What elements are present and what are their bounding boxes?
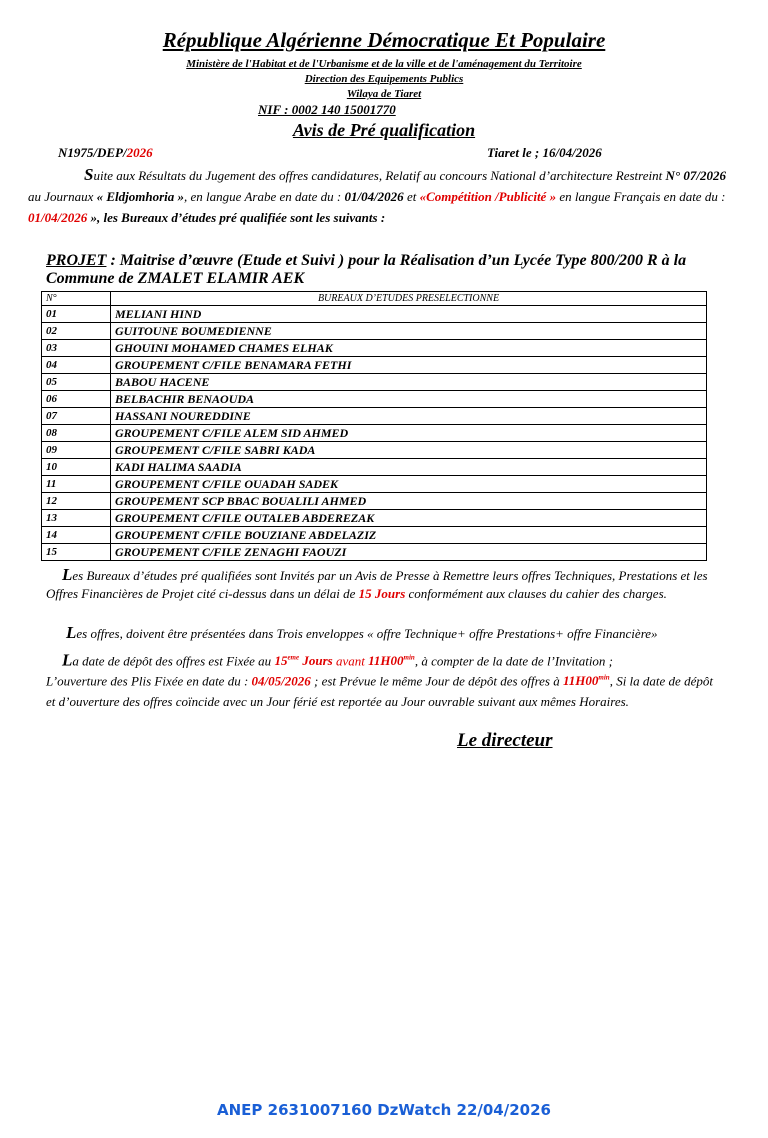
office-name: GROUPEMENT C/FILE OUTALEB ABDEREZAK: [111, 510, 707, 527]
project-label: PROJET: [46, 252, 107, 269]
row-number: 10: [42, 459, 111, 476]
row-number: 05: [42, 374, 111, 391]
reference-prefix: N1975/DEP/: [58, 145, 127, 160]
concours-number: N° 07/2026: [665, 168, 726, 183]
envelopes-paragraph: [66, 622, 726, 644]
table-row: [42, 527, 707, 544]
envelopes-text: es offres, doivent être présentées dans Trois enveloppes « offre Technique+ offre Prestations+ offre Financière»: [76, 626, 658, 641]
office-name: GROUPEMENT C/FILE BENAMARA FETHI: [111, 357, 707, 374]
table-row: [42, 493, 707, 510]
table-row: [42, 306, 707, 323]
office-name: BELBACHIR BENAOUDA: [111, 391, 707, 408]
office-name: GROUPEMENT C/FILE BOUZIANE ABDELAZIZ: [111, 527, 707, 544]
deadline-time-sup: min: [403, 654, 415, 662]
nif-line: NIF : 0002 140 15001770: [258, 102, 396, 117]
deadline-time-value: 11H00: [368, 653, 404, 669]
column-header-number: N°: [42, 292, 111, 306]
table-row: [42, 374, 707, 391]
direction-line: Direction des Equipements Publics: [304, 73, 464, 85]
intro-text-3: , en langue Arabe en date du :: [184, 189, 345, 204]
table-header-row: [42, 292, 707, 306]
deadline-text-2: , à compter de la date de l’Invitation ;: [414, 653, 614, 669]
office-name: GROUPEMENT C/FILE ZENAGHI FAOUZI: [111, 544, 707, 561]
row-number: 09: [42, 442, 111, 459]
drop-cap: L: [62, 650, 73, 670]
intro-text-1: uite aux Résultats du Jugement des offres candidatures, Relatif au concours National d’architecture Restreint: [93, 168, 666, 183]
table-row: [42, 476, 707, 493]
journal-french: «Compétition /Publicité »: [419, 189, 557, 204]
opening-text-2: ; est Prévue le même Jour de dépôt des offres à: [310, 673, 563, 689]
project-title: [46, 252, 746, 288]
drop-cap: L: [66, 623, 77, 642]
opening-time-sup: min: [598, 674, 610, 682]
office-name: BABOU HACENE: [111, 374, 707, 391]
office-name: MELIANI HIND: [111, 306, 707, 323]
deadline-day-number: 15: [274, 653, 288, 669]
issue-date: Tiaret le ; 16/04/2026: [487, 145, 602, 160]
deadline-day-sup: eme: [287, 654, 300, 662]
row-number: 13: [42, 510, 111, 527]
reference-number: [58, 145, 153, 161]
offers-paragraph: [46, 566, 726, 603]
table-row: [42, 357, 707, 374]
office-name: GROUPEMENT C/FILE ALEM SID AHMED: [111, 425, 707, 442]
office-name: GUITOUNE BOUMEDIENNE: [111, 323, 707, 340]
reference-year: 2026: [126, 145, 153, 160]
preselected-offices-table: [41, 291, 707, 561]
deadline-before: avant: [332, 653, 369, 669]
table-row: [42, 340, 707, 357]
row-number: 01: [42, 306, 111, 323]
row-number: 03: [42, 340, 111, 357]
avis-title: Avis de Pré qualification: [292, 120, 476, 140]
date-arabic-publication: 01/04/2026: [344, 189, 404, 204]
row-number: 15: [42, 544, 111, 561]
opening-paragraph: [46, 668, 716, 712]
opening-time: [563, 673, 610, 688]
footer-watermark: ANEP 2631007160 DzWatch 22/04/2026: [217, 1101, 551, 1119]
table-row: [42, 510, 707, 527]
row-number: 12: [42, 493, 111, 510]
row-number: 07: [42, 408, 111, 425]
deadline-text-1: a date de dépôt des offres est Fixée au: [72, 653, 275, 669]
row-number: 02: [42, 323, 111, 340]
row-number: 08: [42, 425, 111, 442]
row-number: 14: [42, 527, 111, 544]
office-name: GROUPEMENT C/FILE SABRI KADA: [111, 442, 707, 459]
opening-date: 04/05/2026: [251, 673, 311, 689]
intro-text-5: en langue Français en date du :: [556, 189, 726, 204]
deadline-time: [368, 653, 415, 668]
journal-arabic: « Eldjomhoria »: [96, 189, 185, 204]
office-name: KADI HALIMA SAADIA: [111, 459, 707, 476]
republic-heading: République Algérienne Démocratique Et Populaire: [162, 28, 606, 52]
intro-paragraph: [28, 164, 728, 228]
offers-text-2: conformément aux clauses du cahier des charges.: [405, 586, 667, 601]
office-name: GROUPEMENT C/FILE OUADAH SADEK: [111, 476, 707, 493]
table-row: [42, 408, 707, 425]
opening-text-1: L’ouverture des Plis Fixée en date du :: [46, 673, 252, 689]
opening-time-value: 11H00: [562, 673, 599, 689]
column-header-office: BUREAUX D’ETUDES PRESELECTIONNE: [111, 292, 707, 306]
delay-days: 15 Jours: [358, 586, 406, 601]
row-number: 06: [42, 391, 111, 408]
table-row: [42, 459, 707, 476]
office-name: GHOUINI MOHAMED CHAMES ELHAK: [111, 340, 707, 357]
row-number: 11: [42, 476, 111, 493]
table-row: [42, 425, 707, 442]
table-row: [42, 323, 707, 340]
intro-text-4: et: [403, 189, 420, 204]
office-name: HASSANI NOUREDDINE: [111, 408, 707, 425]
wilaya-line: Wilaya de Tiaret: [346, 88, 422, 100]
intro-text-6: », les Bureaux d’études pré qualifiée sont les suivants :: [87, 210, 386, 225]
drop-cap: L: [62, 565, 73, 584]
deadline-day-word: Jours: [299, 653, 333, 669]
project-text: : Maitrise d’œuvre (Etude et Suivi ) pour la Réalisation d’un Lycée Type 800/200 R à la Commune de ZMALET ELAMIR AEK: [46, 252, 687, 287]
signature: Le directeur: [457, 730, 553, 751]
offers-text-1: es Bureaux d’études pré qualifiées sont Invités par un Avis de Presse à Remettre leurs offres Techniques, Prestations et les Offres Financières de Projet cité ci-dessus dans un délai de: [46, 568, 708, 601]
table-row: [42, 391, 707, 408]
row-number: 04: [42, 357, 111, 374]
drop-cap: S: [84, 165, 94, 184]
date-french-publication: 01/04/2026: [28, 210, 88, 225]
ministry-line: Ministère de l'Habitat et de l'Urbanisme et de la ville et de l'aménagement du Territoire: [186, 58, 582, 70]
table-row: [42, 442, 707, 459]
intro-text-2: au Journaux: [28, 189, 97, 204]
deadline-day: [274, 653, 332, 668]
office-name: GROUPEMENT SCP BBAC BOUALILI AHMED: [111, 493, 707, 510]
opening-text-3: , Si la date de dépôt et d’ouverture des offres coïncide avec un Jour férié est reportée au Jour ouvrable suivant aux mêmes Horaires.: [46, 673, 713, 710]
table-row: [42, 544, 707, 561]
